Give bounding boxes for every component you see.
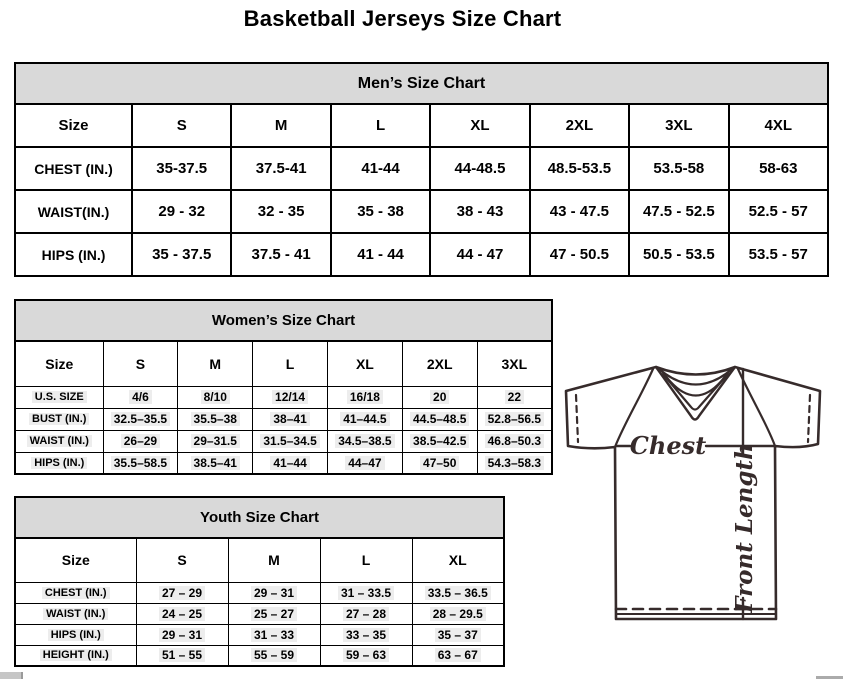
- value-text: 52.8–56.5: [485, 412, 544, 426]
- youth-header-size: Size: [15, 538, 136, 582]
- value-text: 47–50: [420, 456, 459, 470]
- value-cell: 38 - 43: [430, 190, 529, 233]
- value-text: 38.5–42.5: [410, 434, 469, 448]
- youth-height-row: [15, 645, 504, 666]
- value-cell: [103, 408, 178, 430]
- value-cell: [402, 408, 477, 430]
- womens-header-2xl: 2XL: [402, 341, 477, 386]
- mens-header-size: Size: [15, 104, 132, 147]
- mens-chart-title: Men’s Size Chart: [14, 62, 829, 103]
- womens-ussize-row: [15, 386, 552, 408]
- youth-waist-row: [15, 603, 504, 624]
- value-text: 12/14: [272, 390, 308, 404]
- value-cell: 44 - 47: [430, 233, 529, 276]
- row-label: [15, 624, 136, 645]
- value-cell: [228, 603, 320, 624]
- womens-chart-title: Women’s Size Chart: [14, 299, 553, 340]
- value-text: 38.5–41: [191, 456, 240, 470]
- value-text: 29–31.5: [191, 434, 240, 448]
- value-text: 63 – 67: [435, 648, 481, 662]
- value-cell: [402, 452, 477, 474]
- mens-header-row: [15, 104, 828, 147]
- value-cell: [412, 603, 504, 624]
- youth-header-xl: XL: [412, 538, 504, 582]
- value-cell: [228, 624, 320, 645]
- value-cell: [253, 452, 328, 474]
- scrollbar-fragment-left[interactable]: [0, 672, 23, 679]
- value-cell: [136, 624, 228, 645]
- mens-header-xl: XL: [430, 104, 529, 147]
- mens-header-l: L: [331, 104, 430, 147]
- value-text: 4/6: [129, 390, 152, 404]
- row-label-text: CHEST (IN.): [42, 587, 110, 599]
- value-cell: [402, 386, 477, 408]
- mens-header-4xl: 4XL: [729, 104, 828, 147]
- value-cell: 53.5 - 57: [729, 233, 828, 276]
- row-label: [15, 430, 103, 452]
- value-text: 31 – 33: [251, 628, 297, 642]
- row-label: [15, 408, 103, 430]
- value-text: 25 – 27: [251, 607, 297, 621]
- page-title: Basketball Jerseys Size Chart: [243, 6, 562, 31]
- value-text: 55 – 59: [251, 648, 297, 662]
- row-label: [15, 582, 136, 603]
- value-cell: 41 - 44: [331, 233, 430, 276]
- value-cell: 44-48.5: [430, 147, 529, 190]
- value-text: 31 – 33.5: [338, 586, 394, 600]
- row-label-text: HIPS (IN.): [31, 457, 87, 469]
- value-cell: [178, 408, 253, 430]
- value-text: 41–44.5: [340, 412, 389, 426]
- jersey-outline: [566, 367, 820, 619]
- value-cell: 58-63: [729, 147, 828, 190]
- value-cell: 53.5-58: [629, 147, 728, 190]
- row-label: [15, 645, 136, 666]
- value-cell: 37.5-41: [231, 147, 330, 190]
- value-text: 35.5–58.5: [111, 456, 170, 470]
- mens-header-3xl: 3XL: [629, 104, 728, 147]
- value-text: 29 – 31: [251, 586, 297, 600]
- value-text: 54.3–58.3: [485, 456, 544, 470]
- womens-header-l: L: [253, 341, 328, 386]
- row-label: [15, 452, 103, 474]
- value-cell: [327, 408, 402, 430]
- value-cell: [327, 430, 402, 452]
- value-cell: [103, 386, 178, 408]
- value-cell: 50.5 - 53.5: [629, 233, 728, 276]
- value-text: 8/10: [201, 390, 230, 404]
- value-cell: 29 - 32: [132, 190, 231, 233]
- value-cell: [477, 408, 552, 430]
- value-cell: [228, 582, 320, 603]
- value-text: 35.5–38: [191, 412, 240, 426]
- youth-size-chart-table: [14, 496, 505, 667]
- youth-header-s: S: [136, 538, 228, 582]
- value-cell: [320, 624, 412, 645]
- value-cell: [178, 430, 253, 452]
- value-cell: 47 - 50.5: [530, 233, 629, 276]
- value-text: 33 – 35: [343, 628, 389, 642]
- value-text: 28 – 29.5: [430, 607, 486, 621]
- value-cell: [178, 452, 253, 474]
- womens-size-chart-table: [14, 299, 553, 475]
- value-text: 27 – 29: [159, 586, 205, 600]
- value-text: 20: [430, 390, 449, 404]
- value-text: 32.5–35.5: [111, 412, 170, 426]
- mens-hips-row: [15, 233, 828, 276]
- row-label-text: U.S. SIZE: [32, 391, 87, 403]
- row-label-text: BUST (IN.): [29, 413, 89, 425]
- mens-chest-row: [15, 147, 828, 190]
- value-cell: [253, 408, 328, 430]
- value-cell: [320, 603, 412, 624]
- value-cell: [412, 624, 504, 645]
- row-label: [15, 603, 136, 624]
- value-cell: 41-44: [331, 147, 430, 190]
- value-text: 29 – 31: [159, 628, 205, 642]
- value-cell: 43 - 47.5: [530, 190, 629, 233]
- value-cell: [477, 452, 552, 474]
- value-cell: 35 - 38: [331, 190, 430, 233]
- value-text: 34.5–38.5: [335, 434, 394, 448]
- value-cell: [477, 386, 552, 408]
- value-cell: 47.5 - 52.5: [629, 190, 728, 233]
- value-cell: 52.5 - 57: [729, 190, 828, 233]
- value-text: 38–41: [270, 412, 309, 426]
- womens-hips-row: [15, 452, 552, 474]
- value-cell: [103, 452, 178, 474]
- row-label-text: WAIST (IN.): [27, 435, 92, 447]
- row-label: [15, 386, 103, 408]
- mens-header-s: S: [132, 104, 231, 147]
- value-cell: [327, 452, 402, 474]
- value-cell: [136, 603, 228, 624]
- value-cell: [320, 645, 412, 666]
- value-cell: [402, 430, 477, 452]
- value-cell: [253, 430, 328, 452]
- mens-header-m: M: [231, 104, 330, 147]
- womens-header-3xl: 3XL: [477, 341, 552, 386]
- value-cell: [477, 430, 552, 452]
- womens-bust-row: [15, 408, 552, 430]
- youth-header-row: [15, 538, 504, 582]
- value-cell: [253, 386, 328, 408]
- youth-chart-title: Youth Size Chart: [14, 496, 505, 537]
- value-text: 44–47: [345, 456, 384, 470]
- value-text: 44.5–48.5: [410, 412, 469, 426]
- value-cell: [136, 645, 228, 666]
- mens-size-chart-table: [14, 62, 829, 277]
- womens-waist-row: [15, 430, 552, 452]
- value-cell: 48.5-53.5: [530, 147, 629, 190]
- row-label: CHEST (IN.): [15, 147, 132, 190]
- row-label: WAIST(IN.): [15, 190, 132, 233]
- youth-header-m: M: [228, 538, 320, 582]
- value-text: 59 – 63: [343, 648, 389, 662]
- row-label-text: HEIGHT (IN.): [40, 649, 112, 661]
- value-text: 22: [505, 390, 524, 404]
- mens-header-2xl: 2XL: [530, 104, 629, 147]
- value-cell: [412, 645, 504, 666]
- row-label: HIPS (IN.): [15, 233, 132, 276]
- value-text: 24 – 25: [159, 607, 205, 621]
- value-cell: [136, 582, 228, 603]
- womens-header-row: [15, 341, 552, 386]
- value-text: 35 – 37: [435, 628, 481, 642]
- womens-header-size: Size: [15, 341, 103, 386]
- youth-hips-row: [15, 624, 504, 645]
- value-text: 26–29: [121, 434, 160, 448]
- womens-header-xl: XL: [327, 341, 402, 386]
- value-cell: [412, 582, 504, 603]
- value-text: 27 – 28: [343, 607, 389, 621]
- chest-label: Chest: [629, 431, 707, 460]
- youth-header-l: L: [320, 538, 412, 582]
- jersey-diagram: [556, 356, 836, 630]
- value-cell: 35 - 37.5: [132, 233, 231, 276]
- value-cell: [178, 386, 253, 408]
- value-text: 51 – 55: [159, 648, 205, 662]
- value-text: 41–44: [270, 456, 309, 470]
- value-cell: 37.5 - 41: [231, 233, 330, 276]
- value-cell: [327, 386, 402, 408]
- womens-header-m: M: [178, 341, 253, 386]
- value-cell: [228, 645, 320, 666]
- row-label-text: WAIST (IN.): [43, 608, 108, 620]
- value-text: 46.8–50.3: [485, 434, 544, 448]
- front-length-label: Front Length: [731, 443, 758, 613]
- row-label-text: HIPS (IN.): [48, 629, 104, 641]
- mens-waist-row: [15, 190, 828, 233]
- womens-header-s: S: [103, 341, 178, 386]
- youth-chest-row: [15, 582, 504, 603]
- value-cell: 32 - 35: [231, 190, 330, 233]
- value-text: 16/18: [347, 390, 383, 404]
- value-cell: [320, 582, 412, 603]
- value-text: 31.5–34.5: [260, 434, 319, 448]
- value-cell: [103, 430, 178, 452]
- value-text: 33.5 – 36.5: [425, 586, 491, 600]
- value-cell: 35-37.5: [132, 147, 231, 190]
